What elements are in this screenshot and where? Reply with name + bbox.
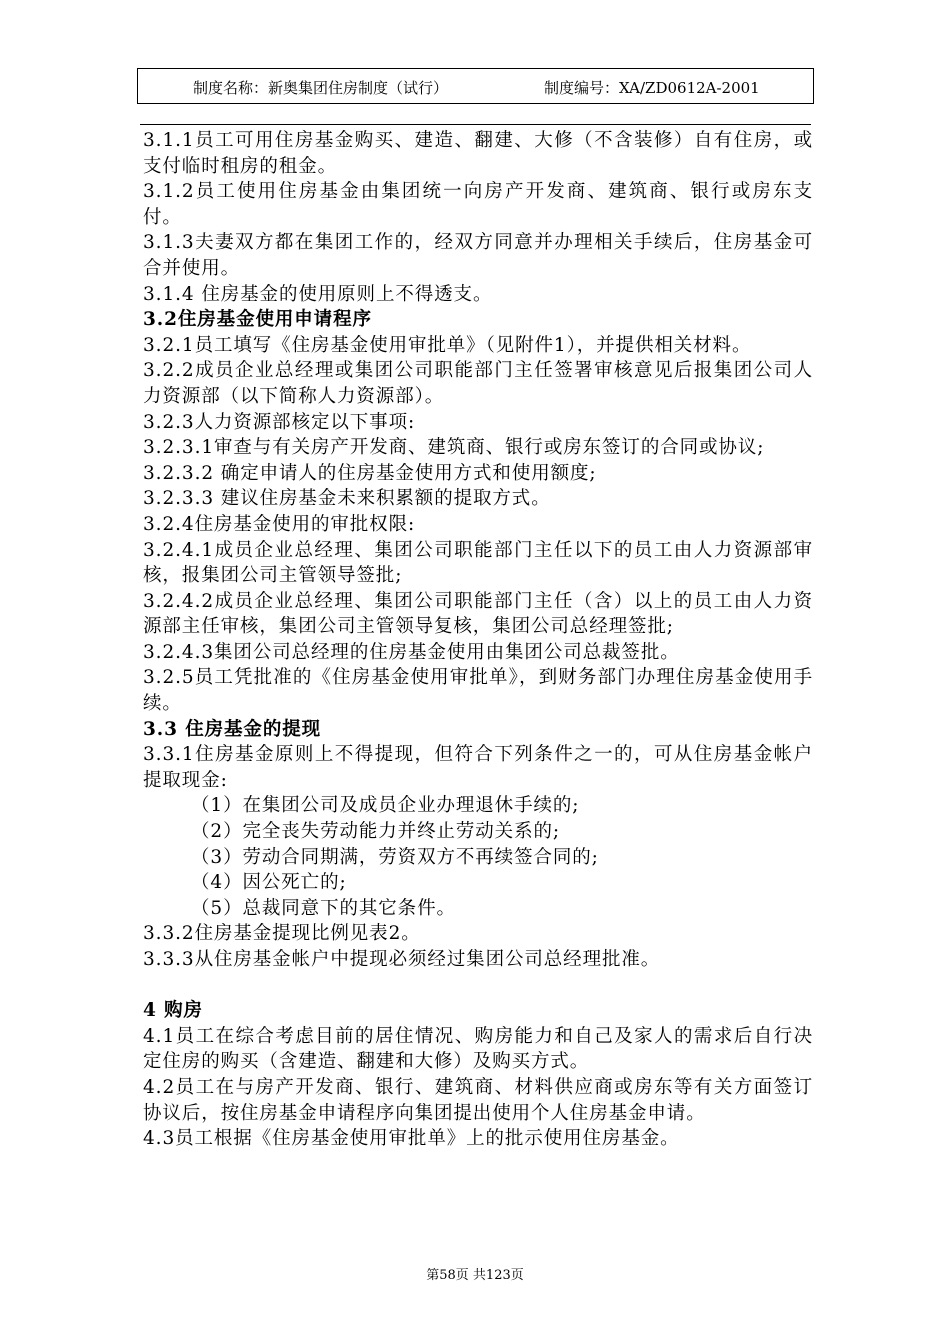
paragraph-4-2: 4.2员工在与房产开发商、银行、建筑商、材料供应商或房东等有关方面签订协议后，按住房基金申请程序向集团提出使用个人住房基金申请。 — [143, 1076, 813, 1124]
paragraph-3-3-2: 3.3.2住房基金提现比例见表2。 — [143, 923, 421, 945]
paragraph-3-2-4-3: 3.2.4.3集团公司总经理的住房基金使用由集团公司总裁签批。 — [143, 641, 680, 663]
paragraph-4-1: 4.1员工在综合考虑目前的居住情况、购房能力和自己及家人的需求后自行决定住房的购买（含建造、翻建和大修）及购买方式。 — [143, 1025, 813, 1073]
regulation-name: 制度名称：新奥集团住房制度（试行） — [193, 79, 449, 97]
paragraph-3-2-3: 3.2.3人力资源部核定以下事项: — [143, 411, 416, 433]
condition-item: （3）劳动合同期满，劳资双方不再续签合同的; — [191, 846, 599, 868]
paragraph-3-3-1: 3.3.1住房基金原则上不得提现，但符合下列条件之一的，可从住房基金帐户提取现金: — [143, 744, 813, 791]
blank-line — [143, 973, 813, 999]
document-body — [143, 128, 813, 1152]
paragraph-3-1-2: 3.1.2员工使用住房基金由集团统一向房产开发商、建筑商、银行或房东支付。 — [143, 181, 813, 228]
condition-item: （5）总裁同意下的其它条件。 — [191, 897, 456, 919]
condition-item: （2）完全丧失劳动能力并终止劳动关系的; — [191, 821, 561, 843]
condition-item: （4）因公死亡的; — [191, 872, 347, 894]
paragraph-3-1-4: 3.1.4 住房基金的使用原则上不得透支。 — [143, 283, 493, 305]
condition-item: （1）在集团公司及成员企业办理退休手续的; — [191, 795, 580, 817]
paragraph-3-2-5: 3.2.5员工凭批准的《住房基金使用审批单》，到财务部门办理住房基金使用手续。 — [143, 667, 813, 715]
section-heading-3-2: 3.2住房基金使用申请程序 — [143, 309, 372, 331]
paragraph-3-2-3-1: 3.2.3.1审查与有关房产开发商、建筑商、银行或房东签订的合同或协议; — [143, 437, 765, 459]
paragraph-3-2-4-2: 3.2.4.2成员企业总经理、集团公司职能部门主任（含）以上的员工由人力资源部主任审核，集团公司主管领导复核，集团公司总经理签批; — [143, 590, 813, 638]
paragraph-3-1-1: 3.1.1员工可用住房基金购买、建造、翻建、大修（不含装修）自有住房，或支付临时租房的租金。 — [143, 130, 813, 177]
section-heading-3-3: 3.3 住房基金的提现 — [143, 718, 322, 740]
regulation-code: 制度编号：XA/ZD0612A-2001 — [544, 79, 760, 97]
paragraph-3-2-1: 3.2.1员工填写《住房基金使用审批单》（见附件1），并提供相关材料。 — [143, 334, 752, 356]
paragraph-3-2-4-1: 3.2.4.1成员企业总经理、集团公司职能部门主任以下的员工由人力资源部审核，报集团公司主管领导签批; — [143, 539, 813, 587]
paragraph-3-1-3: 3.1.3夫妻双方都在集团工作的，经双方同意并办理相关手续后，住房基金可合并使用。 — [143, 232, 813, 279]
paragraph-3-2-3-2: 3.2.3.2 确定申请人的住房基金使用方式和使用额度; — [143, 462, 597, 484]
paragraph-3-2-3-3: 3.2.3.3 建议住房基金未来积累额的提取方式。 — [143, 488, 551, 510]
header-rule — [140, 124, 811, 125]
paragraph-3-2-2: 3.2.2成员企业总经理或集团公司职能部门主任签署审核意见后报集团公司人力资源部（以下简称人力资源部）。 — [143, 360, 813, 407]
paragraph-4-3: 4.3员工根据《住房基金使用审批单》上的批示使用住房基金。 — [143, 1128, 680, 1150]
paragraph-3-2-4: 3.2.4住房基金使用的审批权限: — [143, 513, 416, 535]
paragraph-3-3-3: 3.3.3从住房基金帐户中提现必须经过集团公司总经理批准。 — [143, 949, 661, 970]
document-header — [137, 68, 814, 104]
page-number: 第58页 共123页 — [426, 1268, 524, 1283]
section-heading-4: 4 购房 — [143, 1000, 203, 1022]
